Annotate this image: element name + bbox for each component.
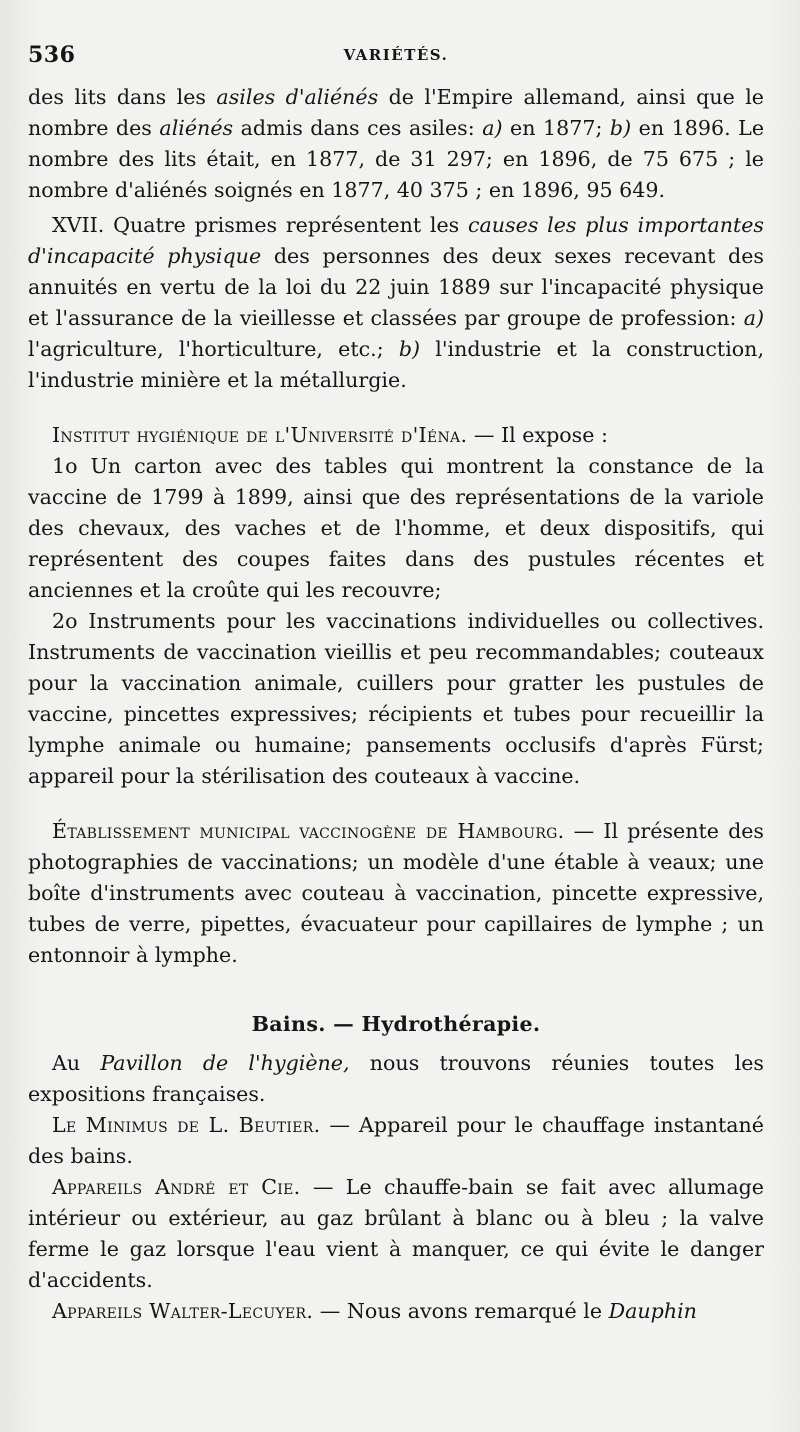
exhibitor-name: Appareils André et Cie. bbox=[52, 1175, 301, 1199]
text-run: en 1877; bbox=[502, 116, 610, 140]
italic-run: b) bbox=[398, 337, 421, 361]
italic-run: aliénés bbox=[159, 116, 234, 140]
text-run: admis dans ces asiles: bbox=[233, 116, 483, 140]
iena-entry-heading bbox=[28, 420, 764, 451]
exhibitor-name: Institut hygiénique de l'Université d'Iéna. bbox=[52, 423, 468, 447]
italic-run: a) bbox=[743, 306, 764, 330]
text-run: de l'Empire allemand, ainsi que le nombre des bbox=[28, 85, 764, 140]
text-run: — Il présente des photographies de vaccinations; un modèle d'une étable à veaux; une boîte d'instruments avec couteau à vaccination, pincette expressive, tubes de verre, pipettes, évacuateur pour capillaires de lymphe ; un entonnoir à lymphe. bbox=[28, 819, 765, 967]
text-run: des personnes des deux sexes recevant des annuités en vertu de la loi du 22 juin 1889 sur l'incapacité physique et l'assurance de la vieillesse et classées par groupe de profession: bbox=[28, 244, 764, 330]
running-title: VARIÉTÉS. bbox=[343, 46, 449, 64]
italic-run: a) bbox=[482, 116, 503, 140]
exhibitor-name: Établissement municipal vaccinogène de Hambourg. bbox=[52, 819, 565, 843]
pavillon-paragraph bbox=[28, 1048, 764, 1110]
iena-item-2: 2o Instruments pour les vaccinations individuelles ou collectives. Instruments de vaccination vieillis et peu recommandables; couteaux pour la vaccination animale, cuillers pour gratter les pustules de vaccine, pincettes expressives; récipients et tubes pour recueillir la lymphe animale ou humaine; pansements occlusifs d'après Fürst; appareil pour la stérilisation des couteaux à vaccine. bbox=[28, 609, 764, 788]
section-heading: Bains. — Hydrothérapie. bbox=[251, 1012, 541, 1036]
exhibitor-name: Appareils Walter-Lecuyer. bbox=[52, 1299, 314, 1323]
text-run: en 1896. Le nombre des lits était, en 1877, de 31 297; en 1896, de 75 675 ; le nombre d'aliénés soignés en 1877, 40 375 ; en 1896, 95 649. bbox=[28, 116, 765, 202]
text-run: l'industrie et la construction, l'industrie minière et la métallurgie. bbox=[28, 337, 764, 392]
italic-run: asiles d'aliénés bbox=[216, 85, 379, 109]
italic-run: Dauphin bbox=[608, 1299, 697, 1323]
iena-item-1: 1o Un carton avec des tables qui montrent la constance de la vaccine de 1799 à 1899, ainsi que des représentations de la variole des chevaux, des vaches et de l'homme, et deux dispositifs, qui représentent des coupes faites dans des pustules récentes et anciennes et la croûte qui les recouvre; bbox=[28, 454, 764, 602]
text-run: Au bbox=[52, 1051, 101, 1075]
paragraph-xvi-continued bbox=[28, 82, 764, 206]
italic-run: causes les plus importantes d'incapacité physique bbox=[28, 213, 765, 268]
text-run: XVII. Quatre prismes représentent les bbox=[52, 213, 468, 237]
text-run: des lits dans les bbox=[28, 85, 217, 109]
text-run: — Appareil pour le chauffage instantané des bains. bbox=[28, 1113, 764, 1168]
text-run: — Il expose : bbox=[467, 423, 608, 447]
running-header bbox=[28, 42, 764, 82]
text-run: nous trouvons réunies toutes les expositions françaises. bbox=[28, 1051, 764, 1106]
exhibitor-name: Le Minimus de L. Beutier. bbox=[52, 1113, 321, 1137]
hambourg-entry bbox=[28, 816, 764, 971]
page-number: 536 bbox=[28, 42, 76, 68]
text-run: — Nous avons remarqué le bbox=[313, 1299, 609, 1323]
andre-entry bbox=[28, 1172, 764, 1296]
italic-run: b) bbox=[609, 116, 632, 140]
walter-entry bbox=[28, 1296, 764, 1327]
text-run: l'agriculture, l'horticulture, etc.; bbox=[28, 337, 399, 361]
text-run: — Le chauffe-bain se fait avec allumage intérieur ou extérieur, au gaz brûlant à blanc ou à bleu ; la valve ferme le gaz lorsque l'eau vient à manquer, ce qui évite le danger d'accidents. bbox=[28, 1175, 764, 1292]
paragraph-xvii bbox=[28, 210, 764, 396]
italic-run: Pavillon de l'hygiène, bbox=[100, 1051, 350, 1075]
minimus-entry bbox=[28, 1110, 764, 1172]
